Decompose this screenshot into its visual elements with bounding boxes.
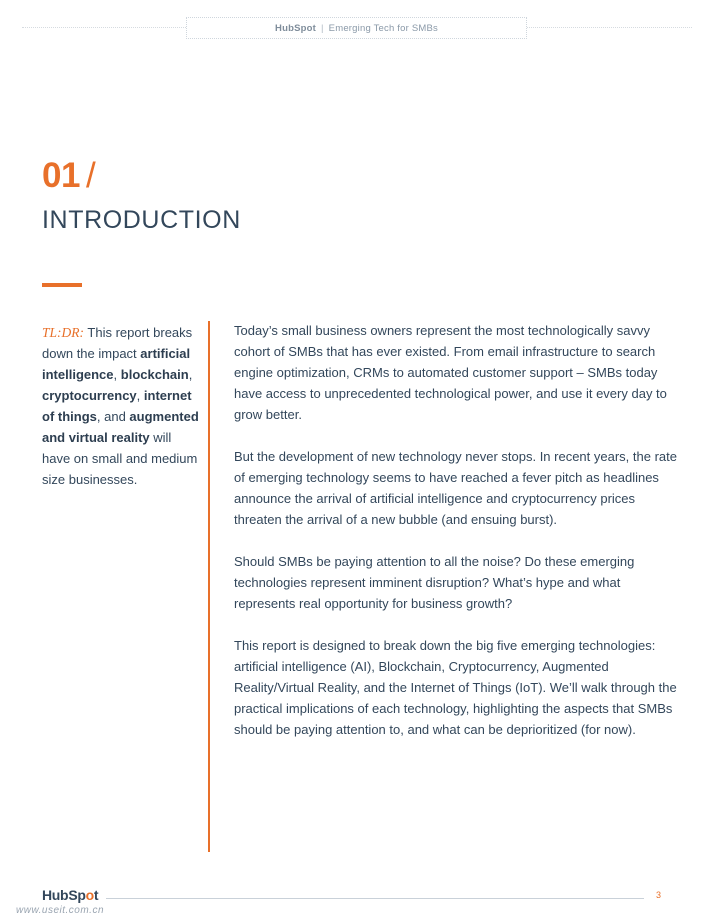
chapter-number-value: 01 [42,156,80,195]
tldr-text: This report breaks down the impact [42,325,193,361]
term-cryptocurrency: cryptocurrency [42,388,137,403]
tldr-comma-and: , and [96,409,130,424]
tldr-label: TL:DR: [42,325,85,340]
running-header [186,17,527,39]
term-iot: internet of things [42,388,192,424]
tldr-summary [42,322,202,490]
chapter-number [42,156,95,196]
hubspot-logo [42,887,98,903]
sprocket-icon: o [85,887,94,903]
header-brand: HubSpot [275,22,316,34]
body-paragraph: Today’s small business owners represent the most technologically savvy cohort of SMBs that has ever existed. From email infrastructure to search engine optimization, CRMs to automated customer support – SMBs today have access to unprecedented technological power, and use it every day to grow better. [234,323,667,422]
logo-text-end: t [93,887,99,903]
logo-text: HubSp [42,887,86,903]
chapter-title: INTRODUCTION [42,206,241,234]
accent-bar [42,283,82,287]
body-paragraph: Should SMBs be paying attention to all the noise? Do these emerging technologies represent imminent disruption? What’s hype and what represents real opportunity for business growth? [234,554,635,611]
chapter-slash: / [85,156,96,195]
footer-divider [106,898,644,899]
page-number: 3 [656,890,662,900]
tldr-comma: , [136,388,144,403]
term-ai: artificial intelligence [42,346,191,382]
watermark: www.useit.com.cn [16,905,105,916]
tldr-text-end: will have on small and medium size businesses. [42,430,198,487]
body-paragraph: This report is designed to break down the big five emerging technologies: artificial intelligence (AI), Blockchain, Cryptocurrency, Augmented Reality/Virtual Reality, and the Internet of Things (IoT). We’ll walk through the practical implications of each technology, highlighting the aspects that SMBs should be paying attention to, and what can be deprioritized (for now). [234,638,677,737]
tldr-comma: , [113,367,121,382]
header-separator: | [321,22,324,34]
term-blockchain: blockchain [120,367,189,382]
header-title: Emerging Tech for SMBs [328,22,438,34]
term-ar-vr: augmented and virtual reality [42,409,199,445]
body-paragraph: But the development of new technology never stops. In recent years, the rate of emerging technology seems to have reached a fever pitch as headlines announce the arrival of artificial intelligence and cryptocurrency prices threaten the arrival of a new bubble (and ensuing burst). [234,449,677,527]
column-divider [208,321,210,852]
main-body [234,320,682,761]
tldr-comma: , [188,367,193,382]
